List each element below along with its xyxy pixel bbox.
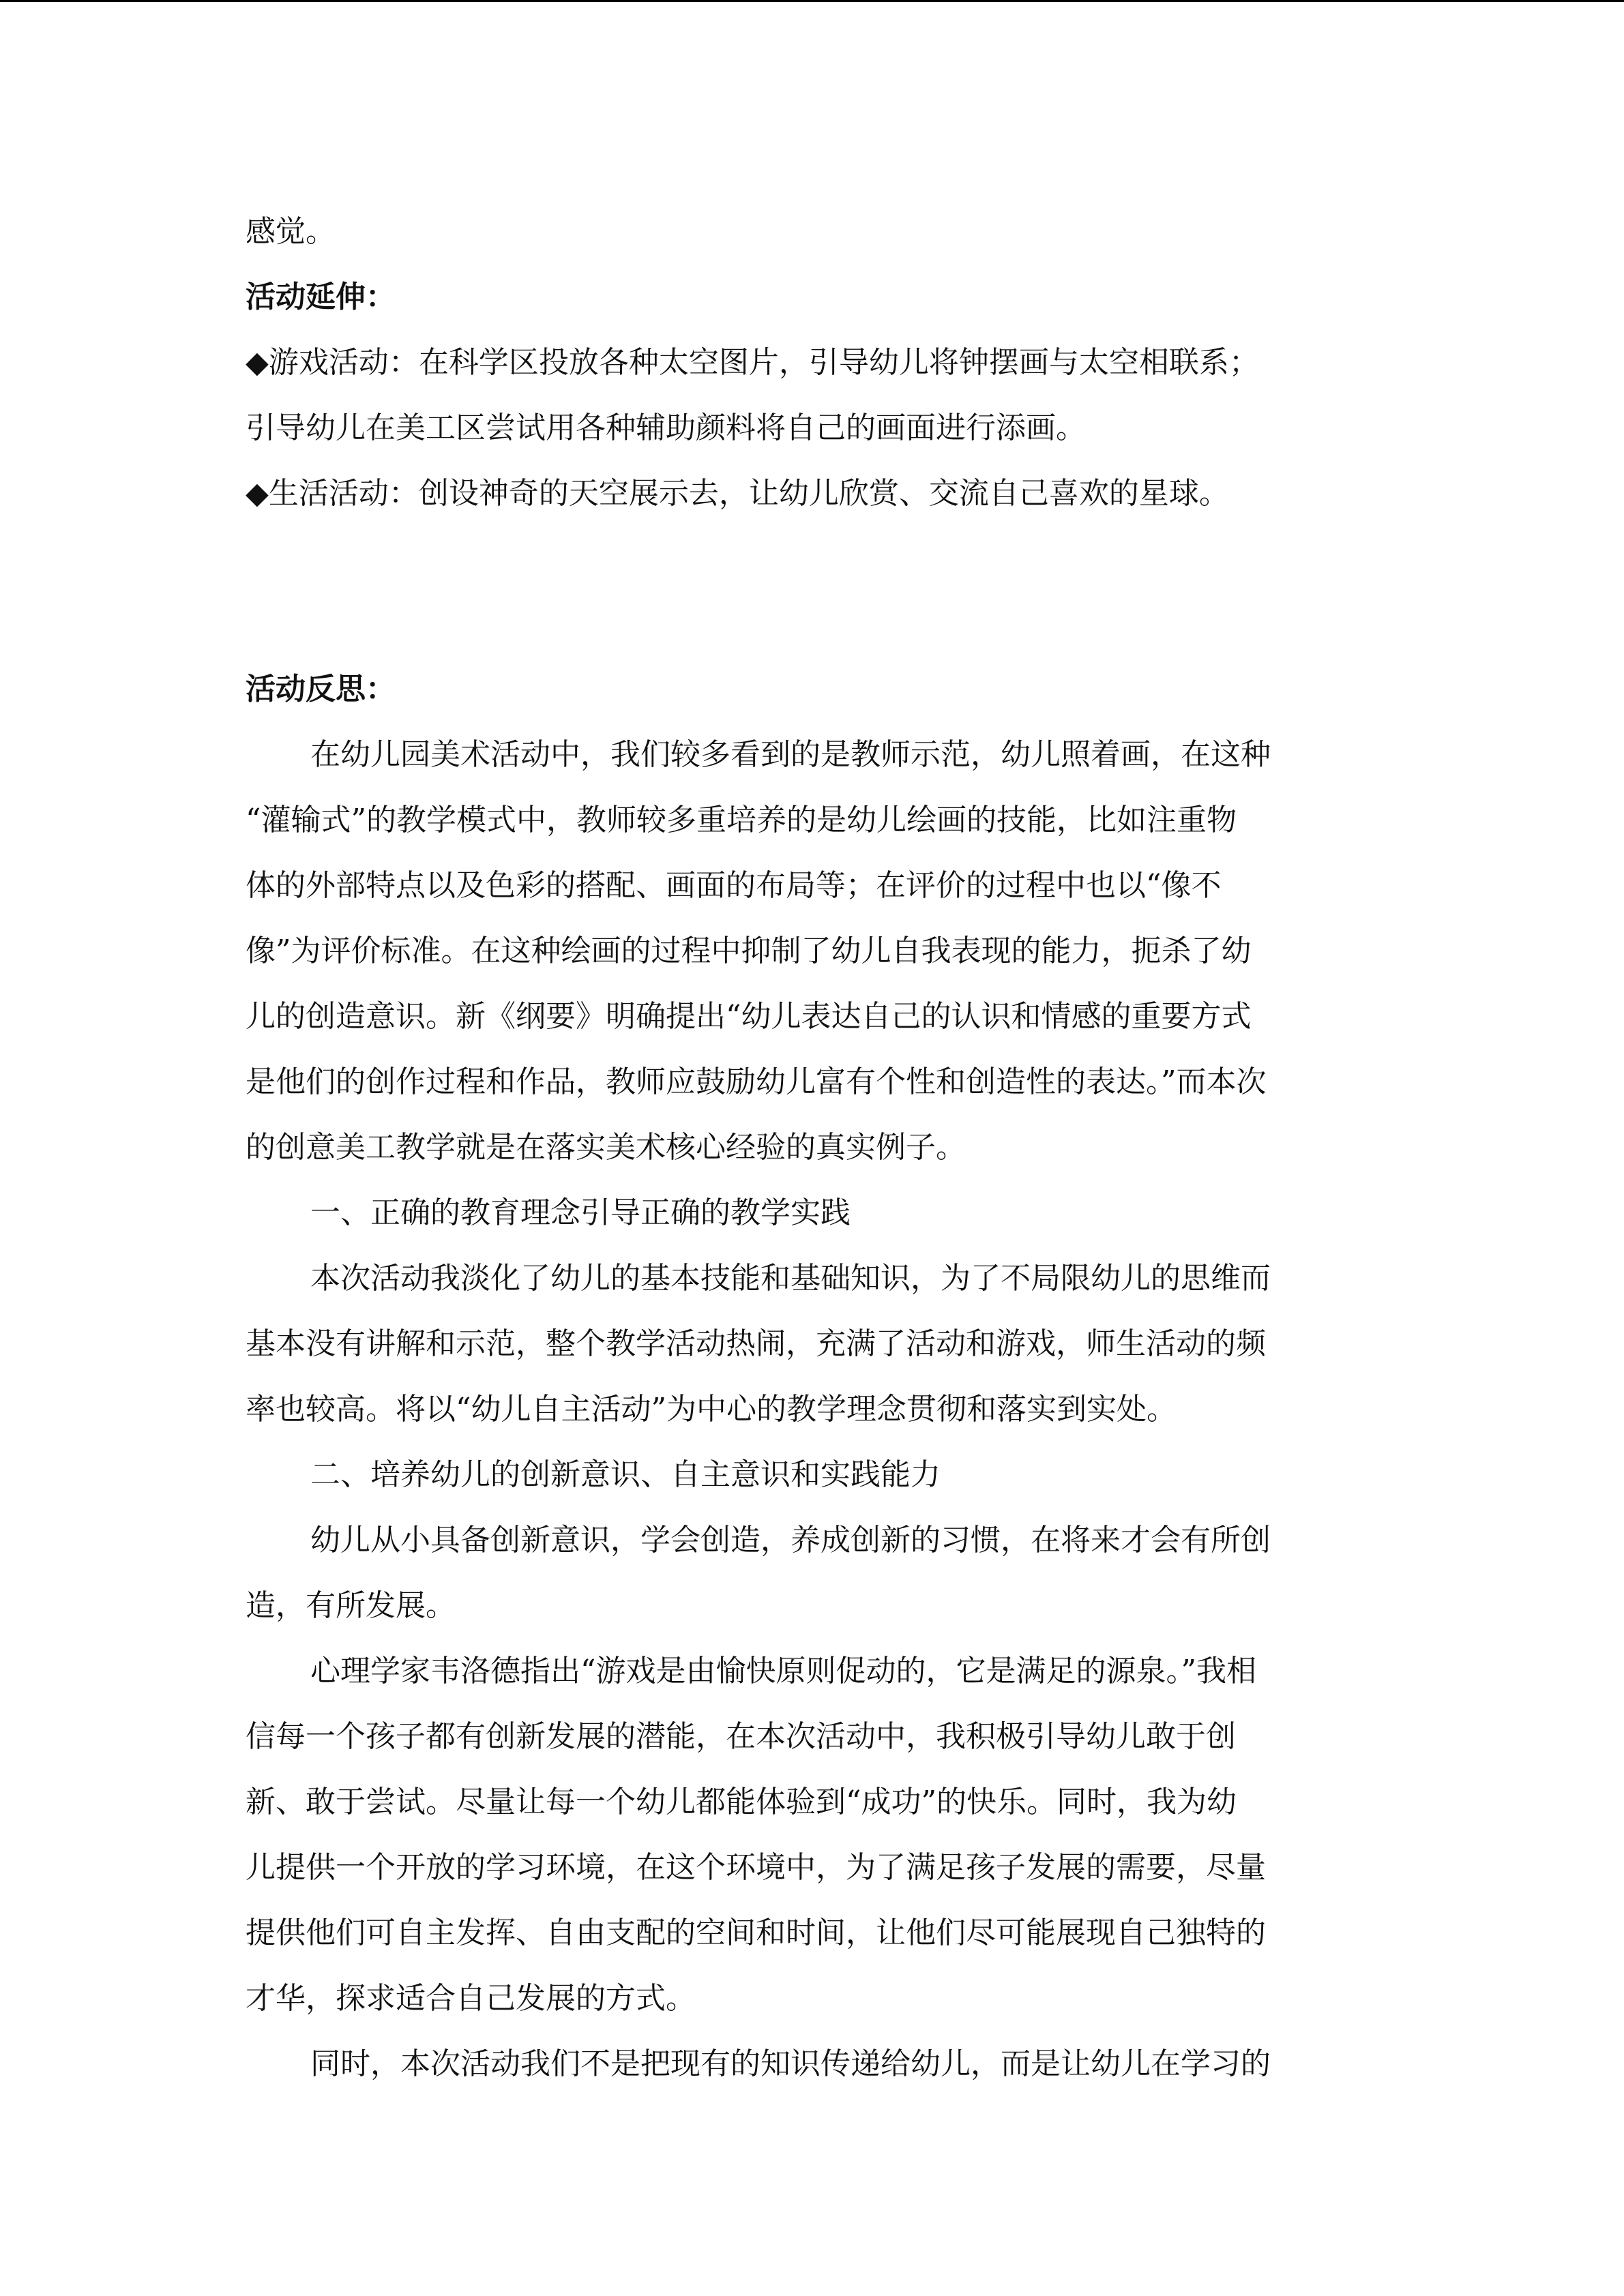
reflection-paragraph-4 [246, 1639, 1364, 2031]
paragraph-line: 基本没有讲解和示范，整个教学活动热闹，充满了活动和游戏，师生活动的频 [246, 1326, 1266, 1361]
paragraph-line: 同时，本次活动我们不是把现有的知识传递给幼儿，而是让幼儿在学习的 [310, 2046, 1271, 2081]
paragraph-line: 幼儿从小具备创新意识，学会创造，养成创新的习惯，在将来才会有所创 [310, 1523, 1271, 1557]
paragraph-line: 心理学家韦洛德指出“游戏是由愉快原则促动的，它是满足的源泉。”我相 [310, 1654, 1256, 1688]
paragraph-line: 的创意美工教学就是在落实美术核心经验的真实例子。 [246, 1130, 966, 1165]
paragraph-line: 率也较高。将以“幼儿自主活动”为中心的教学理念贯彻和落实到实处。 [246, 1392, 1177, 1427]
document-page [246, 199, 1364, 2097]
paragraph-line: 才华，探求适合自己发展的方式。 [246, 1981, 696, 2016]
paragraph-line: 像”为评价标准。在这种绘画的过程中抑制了幼儿自我表现的能力，扼杀了幼 [246, 934, 1252, 968]
paragraph-line: 是他们的创作过程和作品，教师应鼓励幼儿富有个性和创造性的表达。”而本次 [246, 1064, 1267, 1099]
section-title-1: 一、正确的教育理念引导正确的教学实践 [310, 1195, 851, 1230]
paragraph-line: 造，有所发展。 [246, 1588, 456, 1623]
reflection-heading: 活动反思： [246, 672, 396, 706]
reflection-paragraph-2 [246, 1246, 1364, 1442]
extension-item-life: ◆生活活动：创设神奇的天空展示去，让幼儿欣赏、交流自己喜欢的星球。 [246, 476, 1229, 511]
continuation-text: 感觉。 [246, 214, 336, 249]
paragraph-line: “灌输式”的教学模式中，教师较多重培养的是幼儿绘画的技能，比如注重物 [246, 803, 1237, 837]
extension-heading: 活动延伸： [246, 280, 396, 314]
reflection-paragraph-5 [246, 2031, 1364, 2097]
extension-item-game-line2: 引导幼儿在美工区尝试用各种辅助颜料将自己的画面进行添画。 [246, 411, 1086, 445]
section-title-2: 二、培养幼儿的创新意识、自主意识和实践能力 [310, 1457, 941, 1492]
paragraph-line: 本次活动我淡化了幼儿的基本技能和基础知识，为了不局限幼儿的思维而 [310, 1261, 1271, 1296]
reflection-paragraph-1 [246, 722, 1364, 1180]
paragraph-line: 儿提供一个开放的学习环境，在这个环境中，为了满足孩子发展的需要，尽量 [246, 1850, 1266, 1885]
paragraph-line: 体的外部特点以及色彩的搭配、画面的布局等；在评价的过程中也以“像不 [246, 868, 1222, 903]
paragraph-line: 信每一个孩子都有创新发展的潜能，在本次活动中，我积极引导幼儿敢于创 [246, 1719, 1236, 1754]
extension-item-game-line1: ◆游戏活动：在科学区投放各种太空图片，引导幼儿将钟摆画与太空相联系； [246, 345, 1259, 380]
paragraph-line: 新、敢于尝试。尽量让每一个幼儿都能体验到“成功”的快乐。同时，我为幼 [246, 1785, 1237, 1819]
paragraph-line: 提供他们可自主发挥、自由支配的空间和时间，让他们尽可能展现自己独特的 [246, 1915, 1266, 1950]
section-spacer [246, 526, 1364, 657]
page-top-border [0, 0, 1624, 2]
paragraph-line: 儿的创造意识。新《纲要》明确提出“幼儿表达自己的认识和情感的重要方式 [246, 999, 1252, 1034]
reflection-paragraph-3 [246, 1508, 1364, 1639]
paragraph-line: 在幼儿园美术活动中，我们较多看到的是教师示范，幼儿照着画，在这种 [310, 737, 1271, 772]
